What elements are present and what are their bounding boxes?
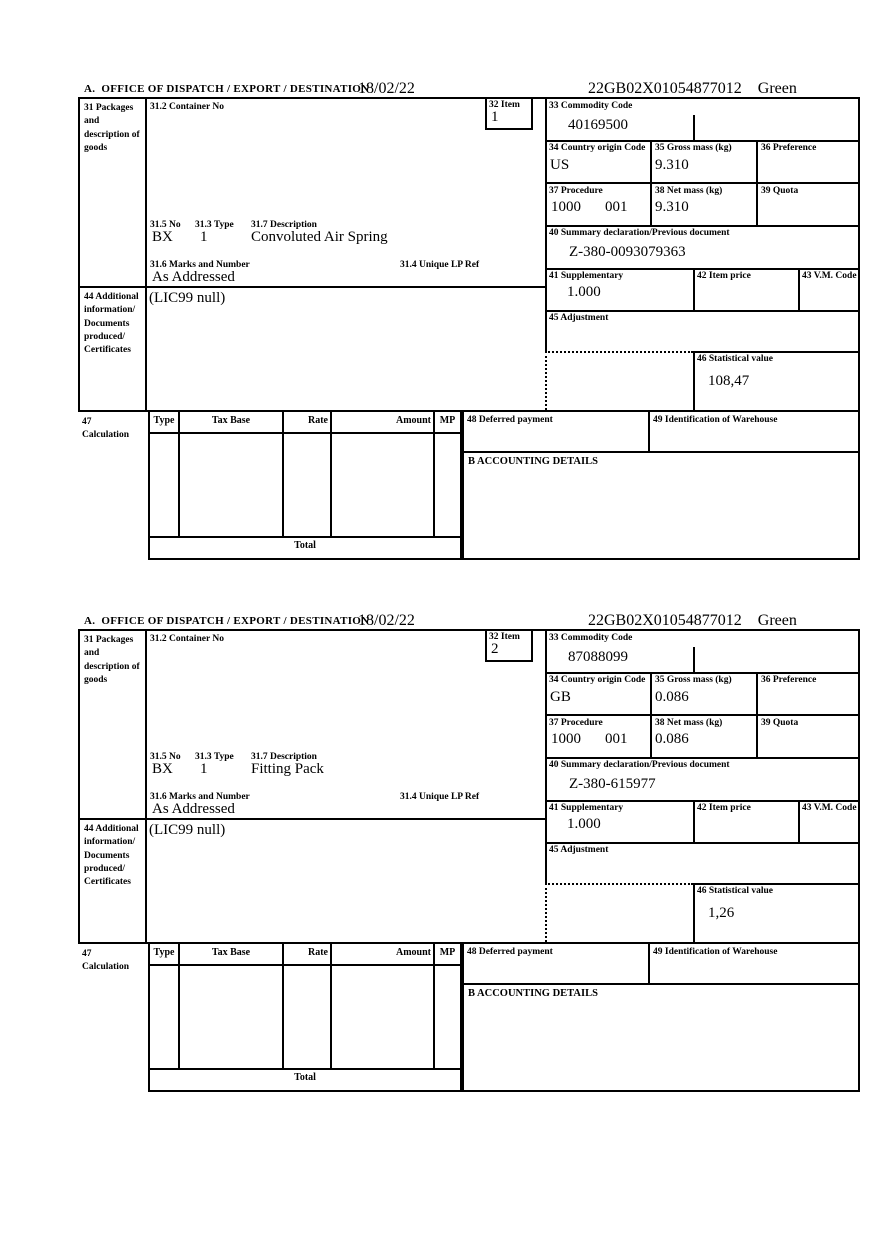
marks-value: As Addressed: [152, 269, 235, 285]
box31-label: 31 Packages and description of goods: [84, 635, 140, 685]
divider-right-column-dotted: [545, 883, 547, 942]
calc-header-divider: [150, 964, 460, 966]
calc-col-tax-base: Tax Base: [211, 947, 251, 958]
calc-col-amount: Amount: [395, 947, 431, 958]
divider-under-box45-dotted: [545, 883, 693, 885]
preference-label: 36 Preference: [761, 675, 817, 685]
warehouse-id-label: 49 Identification of Warehouse: [653, 415, 778, 425]
marks-label: 31.6 Marks and Number: [150, 792, 250, 802]
additional-info-value: (LIC99 null): [149, 822, 226, 838]
supplementary-value: 1.000: [567, 816, 601, 832]
divider-box34-box35: [650, 140, 652, 184]
item-number-box: [485, 631, 533, 662]
net-mass-label: 38 Net mass (kg): [655, 718, 723, 728]
divider-box38-box39: [756, 182, 758, 227]
calc-col-divider: [330, 944, 332, 1070]
procedure-label: 37 Procedure: [549, 186, 603, 196]
item-label: 32 Item: [489, 632, 520, 642]
net-mass-value: 9.310: [655, 199, 689, 215]
divider-under-box41-row: [545, 310, 858, 312]
accounting-details-label: B ACCOUNTING DETAILS: [468, 456, 598, 467]
packages-type-value: 1: [200, 761, 208, 777]
divider-box41-box42: [693, 800, 695, 844]
deferred-payment-box: [462, 942, 650, 985]
divider-box35-box36: [756, 140, 758, 184]
divider-under-box41-row: [545, 842, 858, 844]
box46-top-border: [693, 351, 858, 353]
description-label: 31.7 Description: [251, 220, 317, 230]
supplementary-label: 41 Supplementary: [549, 803, 624, 813]
box46-top-border: [693, 883, 858, 885]
divider-box37-box38: [650, 182, 652, 227]
calc-col-tax-base: Tax Base: [211, 415, 251, 426]
box47-label: 47 Calculation: [82, 417, 129, 441]
additional-info-value: (LIC99 null): [149, 290, 226, 306]
commodity-code-separator: [693, 115, 695, 140]
packages-no-label: 31.5 No: [150, 220, 181, 230]
net-mass-label: 38 Net mass (kg): [655, 186, 723, 196]
divider-under-box34-row: [545, 182, 858, 184]
calc-col-divider: [330, 412, 332, 538]
mrn-value: 22GB02X01054877012: [588, 80, 742, 97]
calc-total-divider: [150, 536, 460, 538]
accounting-details-label: B ACCOUNTING DETAILS: [468, 988, 598, 999]
box44-label: 44 Additional information/ Documents produced/ Certificates: [84, 292, 139, 356]
mrn-line: [588, 80, 797, 98]
routing-status: Green: [757, 612, 797, 629]
calc-col-divider: [282, 944, 284, 1070]
commodity-code-separator: [693, 647, 695, 672]
warehouse-id-box: [648, 942, 860, 985]
procedure-value-2: 001: [605, 199, 628, 215]
divider-box37-box38: [650, 714, 652, 759]
marks-value: As Addressed: [152, 801, 235, 817]
gross-mass-value: 9.310: [655, 157, 689, 173]
summary-declaration-label: 40 Summary declaration/Previous document: [549, 228, 730, 238]
accounting-details-box: [462, 983, 860, 1092]
divider-under-box33: [545, 672, 858, 674]
quota-label: 39 Quota: [761, 718, 799, 728]
office-of-dispatch-label: A. OFFICE OF DISPATCH / EXPORT / DESTINATION: [84, 83, 370, 95]
statistical-value-label: 46 Statistical value: [697, 886, 773, 896]
dispatch-date: 18/02/22: [358, 612, 415, 629]
box44-label: 44 Additional information/ Documents produced/ Certificates: [84, 824, 139, 888]
gross-mass-label: 35 Gross mass (kg): [655, 143, 732, 153]
divider-under-box37-row: [545, 225, 858, 227]
divider-box34-box35: [650, 672, 652, 716]
divider-box42-box43: [798, 800, 800, 844]
calc-col-type: Type: [153, 947, 175, 958]
statistical-value: 108,47: [708, 373, 750, 389]
box47-label: 47 Calculation: [82, 949, 129, 973]
packages-type-value: 1: [200, 229, 208, 245]
calc-col-divider: [178, 412, 180, 538]
item-number-box: [485, 99, 533, 130]
calculation-table: [148, 942, 462, 1092]
calculation-table: [148, 410, 462, 560]
dispatch-date: 18/02/22: [358, 80, 415, 97]
calc-total-divider: [150, 1068, 460, 1070]
divider-box41-box42: [693, 268, 695, 312]
warehouse-id-label: 49 Identification of Warehouse: [653, 947, 778, 957]
divider-under-box37-row: [545, 757, 858, 759]
item-price-label: 42 Item price: [697, 803, 751, 813]
declaration-item-section-1: [78, 80, 860, 562]
divider-box35-box36: [756, 672, 758, 716]
divider-under-box40: [545, 268, 858, 270]
calc-col-divider: [433, 944, 435, 1070]
calc-col-mp: MP: [439, 947, 456, 958]
vm-code-label: 43 V.M. Code: [802, 803, 857, 813]
vm-code-label: 43 V.M. Code: [802, 271, 857, 281]
calc-col-rate: Rate: [308, 415, 328, 426]
item-price-label: 42 Item price: [697, 271, 751, 281]
origin-country-value: US: [550, 157, 570, 173]
item-number-value: 2: [491, 640, 499, 657]
declaration-item-section-2: [78, 612, 860, 1094]
origin-country-label: 34 Country origin Code: [549, 143, 646, 153]
divider-left-column: [145, 631, 147, 942]
goods-item-table: [78, 97, 860, 412]
adjustment-label: 45 Adjustment: [549, 845, 609, 855]
commodity-code-value: 87088099: [568, 649, 628, 665]
gross-mass-value: 0.086: [655, 689, 689, 705]
calc-header-divider: [150, 432, 460, 434]
deferred-payment-label: 48 Deferred payment: [467, 415, 553, 425]
supplementary-label: 41 Supplementary: [549, 271, 624, 281]
marks-label: 31.6 Marks and Number: [150, 260, 250, 270]
summary-declaration-label: 40 Summary declaration/Previous document: [549, 760, 730, 770]
deferred-payment-label: 48 Deferred payment: [467, 947, 553, 957]
container-no-label: 31.2 Container No: [150, 634, 224, 644]
preference-label: 36 Preference: [761, 143, 817, 153]
procedure-value-1: 1000: [551, 731, 581, 747]
commodity-code-value: 40169500: [568, 117, 628, 133]
calc-col-type: Type: [153, 415, 175, 426]
description-value: Fitting Pack: [251, 761, 324, 777]
box46-left-border: [693, 883, 695, 942]
calc-col-amount: Amount: [395, 415, 431, 426]
summary-declaration-value: Z-380-615977: [569, 776, 656, 792]
packages-no-value: BX: [152, 229, 173, 245]
divider-right-column-dotted: [545, 351, 547, 410]
packages-no-label: 31.5 No: [150, 752, 181, 762]
deferred-payment-box: [462, 410, 650, 453]
item-number-value: 1: [491, 108, 499, 125]
divider-left-column: [145, 99, 147, 410]
procedure-label: 37 Procedure: [549, 718, 603, 728]
divider-box44-row: [80, 818, 547, 820]
origin-country-label: 34 Country origin Code: [549, 675, 646, 685]
net-mass-value: 0.086: [655, 731, 689, 747]
calc-col-divider: [433, 412, 435, 538]
procedure-value-1: 1000: [551, 199, 581, 215]
box31-label: 31 Packages and description of goods: [84, 103, 140, 153]
divider-under-box34-row: [545, 714, 858, 716]
commodity-code-label: 33 Commodity Code: [549, 101, 633, 111]
packages-type-label: 31.3 Type: [195, 752, 234, 762]
mrn-line: [588, 612, 797, 630]
divider-box38-box39: [756, 714, 758, 759]
summary-declaration-value: Z-380-0093079363: [569, 244, 686, 260]
item-label: 32 Item: [489, 100, 520, 110]
calc-total-label: Total: [294, 1072, 316, 1083]
lp-ref-label: 31.4 Unique LP Ref: [400, 260, 480, 270]
quota-label: 39 Quota: [761, 186, 799, 196]
statistical-value: 1,26: [708, 905, 735, 921]
packages-type-label: 31.3 Type: [195, 220, 234, 230]
description-value: Convoluted Air Spring: [251, 229, 388, 245]
divider-under-box40: [545, 800, 858, 802]
calc-total-label: Total: [294, 540, 316, 551]
commodity-code-label: 33 Commodity Code: [549, 633, 633, 643]
divider-under-box45-dotted: [545, 351, 693, 353]
description-label: 31.7 Description: [251, 752, 317, 762]
adjustment-label: 45 Adjustment: [549, 313, 609, 323]
divider-box44-row: [80, 286, 547, 288]
lp-ref-label: 31.4 Unique LP Ref: [400, 792, 480, 802]
statistical-value-label: 46 Statistical value: [697, 354, 773, 364]
accounting-details-box: [462, 451, 860, 560]
origin-country-value: GB: [550, 689, 571, 705]
divider-box42-box43: [798, 268, 800, 312]
goods-item-table: [78, 629, 860, 944]
warehouse-id-box: [648, 410, 860, 453]
calc-col-mp: MP: [439, 415, 456, 426]
supplementary-value: 1.000: [567, 284, 601, 300]
calc-col-divider: [282, 412, 284, 538]
office-of-dispatch-label: A. OFFICE OF DISPATCH / EXPORT / DESTINATION: [84, 615, 370, 627]
calc-col-rate: Rate: [308, 947, 328, 958]
routing-status: Green: [757, 80, 797, 97]
box46-left-border: [693, 351, 695, 410]
mrn-value: 22GB02X01054877012: [588, 612, 742, 629]
calc-col-divider: [178, 944, 180, 1070]
packages-no-value: BX: [152, 761, 173, 777]
divider-under-box33: [545, 140, 858, 142]
procedure-value-2: 001: [605, 731, 628, 747]
container-no-label: 31.2 Container No: [150, 102, 224, 112]
gross-mass-label: 35 Gross mass (kg): [655, 675, 732, 685]
